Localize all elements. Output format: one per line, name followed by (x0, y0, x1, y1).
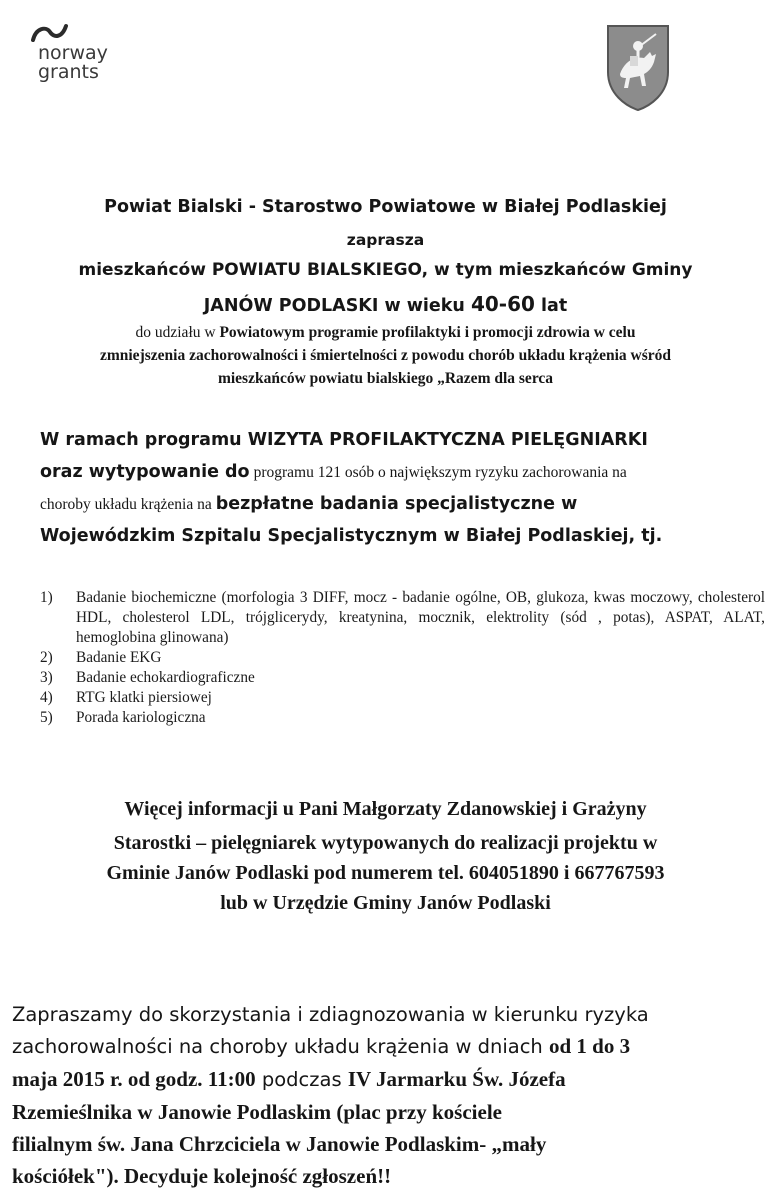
contact-line-2: Starostki – pielęgniarek wytypowanych do realizacji projektu w (113, 832, 658, 854)
program-name: Powiatowym programie profilaktyki i promocji zdrowia w celu (219, 324, 636, 341)
program-line-3: mieszkańców powiatu bialskiego „Razem dla serca (217, 370, 554, 387)
list-item (40, 688, 765, 708)
exam-list (40, 588, 765, 728)
list-item-number: 1) (40, 589, 53, 606)
invite-date-range: od 1 do 3 (549, 1034, 631, 1058)
framework-line-2-bold: oraz wytypowanie do (40, 462, 250, 482)
list-item-number: 3) (40, 669, 53, 686)
title-line-1: Powiat Bialski - Starostwo Powiatowe w Białej Podlaskiej (104, 197, 667, 217)
invite-line-3-normal: podczas (255, 1068, 348, 1091)
framework-line-3-bold: bezpłatne badania specjalistyczne w (215, 494, 578, 514)
list-item-text: Porada kariologiczna (76, 709, 206, 726)
norway-grants-swoosh-icon (30, 22, 70, 44)
title-line-4 (0, 292, 771, 318)
invite-event-name: IV Jarmarku Św. Józefa (347, 1067, 566, 1091)
list-item-text: Badanie biochemiczne (morfologia 3 DIFF, mocz - badanie ogólne, OB, glukoza, kwas moczowy, cholesterol HDL, cholesterol LDL, trójglicerydy, kreatynina, mocznik, elektrolity (sód , potas), ASPAT, ALAT, hemoglobina glinowana) (76, 589, 765, 646)
invite-date-time: maja 2015 r. od godz. 11:00 (12, 1067, 256, 1091)
list-item (40, 668, 765, 688)
logo-text-norway: norway (38, 42, 108, 64)
title-line-3: mieszkańców POWIATU BIALSKIEGO, w tym mieszkańców Gminy (78, 260, 693, 280)
framework-line-2-normal: programu 121 osób o największym ryzyku zachorowania na (253, 464, 627, 481)
invite-line-5: filialnym św. Jana Chrzciciela w Janowie Podlaskim- „mały (12, 1132, 547, 1156)
coat-of-arms-icon (604, 22, 672, 112)
list-item-text: Badanie EKG (76, 649, 162, 666)
norway-grants-logo (30, 22, 160, 102)
list-item-number: 2) (40, 649, 53, 666)
list-item (40, 588, 765, 648)
list-item (40, 708, 765, 728)
title-line-4-post: lat (534, 296, 568, 316)
list-item-text: RTG klatki piersiowej (76, 689, 212, 706)
contact-line-4: lub w Urzędzie Gminy Janów Podlaski (220, 892, 551, 914)
list-item-text: Badanie echokardiograficzne (76, 669, 255, 686)
framework-line-4: Wojewódzkim Szpitalu Specjalistycznym w Białej Podlaskiej, tj. (40, 526, 663, 546)
framework-line-2 (40, 460, 627, 485)
program-line-1 (0, 323, 771, 343)
title-age-range: 40-60 (470, 292, 535, 316)
invite-line-6: kościółek"). Decyduje kolejność zgłoszeń!! (12, 1164, 392, 1188)
contact-line-1: Więcej informacji u Pani Małgorzaty Zdanowskiej i Grażyny (124, 798, 647, 820)
invite-line-2-normal: zachorowalności na choroby układu krążenia w dniach (12, 1035, 549, 1058)
list-item (40, 648, 765, 668)
contact-line-3: Gminie Janów Podlaski pod numerem tel. 604051890 i 667767593 (106, 862, 665, 884)
logo-text-grants: grants (38, 61, 99, 83)
invite-line-3 (12, 1066, 566, 1095)
title-line-2: zaprasza (346, 231, 425, 249)
title-line-4-pre: JANÓW PODLASKI w wieku (203, 296, 471, 316)
framework-line-1: W ramach programu WIZYTA PROFILAKTYCZNA PIELĘGNIARKI (40, 430, 648, 450)
list-item-number: 5) (40, 709, 53, 726)
invite-line-2 (12, 1033, 630, 1062)
invite-line-4: Rzemieślnika w Janowie Podlaskim (plac przy kościele (12, 1100, 502, 1124)
program-line-2: zmniejszenia zachorowalności i śmiertelności z powodu chorób układu krążenia wśród (99, 347, 672, 364)
invite-line-1: Zapraszamy do skorzystania i zdiagnozowania w kierunku ryzyka (12, 1003, 649, 1026)
framework-line-3-normal: choroby układu krążenia na (40, 496, 212, 513)
list-item-number: 4) (40, 689, 53, 706)
program-line-1-pre: do udziału w (135, 324, 220, 341)
framework-line-3 (40, 492, 577, 517)
